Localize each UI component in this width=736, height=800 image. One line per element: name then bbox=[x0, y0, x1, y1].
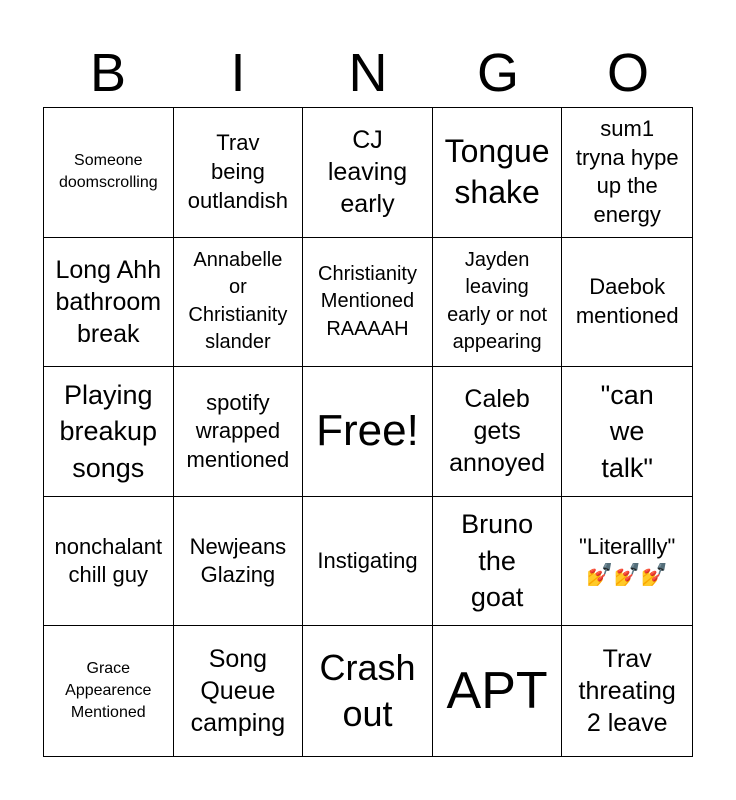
bingo-cell-text: Crash out bbox=[319, 647, 416, 735]
bingo-header bbox=[43, 38, 693, 108]
bingo-cell-text: "can we talk" bbox=[600, 379, 654, 483]
bingo-cell-text: Free! bbox=[316, 406, 419, 456]
bingo-cell-text: Someone doomscrolling bbox=[58, 151, 158, 192]
header-letter-n: N bbox=[348, 43, 388, 103]
bingo-cell[interactable] bbox=[562, 626, 692, 756]
bingo-cell[interactable] bbox=[44, 626, 174, 756]
bingo-cell-text: CJ leaving early bbox=[327, 126, 408, 219]
bingo-cell[interactable] bbox=[174, 626, 304, 756]
bingo-cell[interactable] bbox=[174, 108, 304, 238]
bingo-cell[interactable] bbox=[562, 367, 692, 497]
bingo-cell[interactable] bbox=[303, 108, 433, 238]
bingo-cell-text: Newjeans Glazing bbox=[189, 533, 287, 588]
bingo-cell-text: Jayden leaving early or not appearing bbox=[447, 248, 548, 354]
header-letter-o: O bbox=[606, 43, 649, 103]
bingo-cell-text: Playing breakup songs bbox=[59, 379, 158, 483]
bingo-cell[interactable] bbox=[44, 367, 174, 497]
bingo-cell-text: Caleb gets annoyed bbox=[449, 385, 546, 478]
bingo-cell[interactable] bbox=[174, 238, 304, 368]
bingo-cell-text: Long Ahh bathroom break bbox=[55, 255, 162, 348]
bingo-cell-text: Christianity Mentioned RAAAAH bbox=[318, 262, 417, 340]
bingo-cell[interactable] bbox=[562, 108, 692, 238]
bingo-cell-text: Song Queue camping bbox=[190, 645, 286, 738]
bingo-cell[interactable] bbox=[433, 367, 563, 497]
header-letter-g: G bbox=[476, 43, 519, 103]
bingo-cell[interactable] bbox=[303, 497, 433, 627]
bingo-cell-text: sum1 tryna hype up the energy bbox=[575, 116, 679, 227]
bingo-cell[interactable] bbox=[562, 238, 692, 368]
bingo-cell-text: Annabelle or Christianity slander bbox=[188, 248, 288, 354]
bingo-cell-text: "Literallly" 💅💅💅 bbox=[579, 533, 676, 588]
bingo-cell[interactable] bbox=[433, 626, 563, 756]
bingo-cell[interactable] bbox=[303, 238, 433, 368]
bingo-cell[interactable] bbox=[174, 367, 304, 497]
bingo-cell[interactable] bbox=[303, 626, 433, 756]
bingo-cell[interactable] bbox=[44, 497, 174, 627]
bingo-cell[interactable] bbox=[433, 238, 563, 368]
bingo-cell-text: Instigating bbox=[317, 547, 418, 573]
bingo-cell-text: Daebok mentioned bbox=[575, 274, 679, 328]
bingo-cell[interactable] bbox=[562, 497, 692, 627]
header-letter-i: I bbox=[230, 43, 246, 103]
bingo-cell-text: nonchalant chill guy bbox=[54, 533, 163, 588]
header-letter-b: B bbox=[89, 43, 127, 103]
bingo-cell-text: Grace Appearence Mentioned bbox=[65, 659, 152, 722]
bingo-cell-text: APT bbox=[446, 661, 548, 720]
bingo-cell-text: Tongue shake bbox=[444, 133, 550, 211]
bingo-cell[interactable] bbox=[303, 367, 433, 497]
bingo-cell[interactable] bbox=[44, 108, 174, 238]
bingo-cell-text: Trav threating 2 leave bbox=[578, 645, 676, 738]
bingo-cell[interactable] bbox=[174, 497, 304, 627]
bingo-cell-text: Trav being outlandish bbox=[187, 130, 289, 213]
bingo-board bbox=[43, 107, 693, 757]
bingo-cell[interactable] bbox=[433, 108, 563, 238]
bingo-cell[interactable] bbox=[44, 238, 174, 368]
bingo-cell[interactable] bbox=[433, 497, 563, 627]
bingo-cell-text: spotify wrapped mentioned bbox=[186, 389, 290, 472]
bingo-cell-text: Bruno the goat bbox=[461, 509, 534, 613]
